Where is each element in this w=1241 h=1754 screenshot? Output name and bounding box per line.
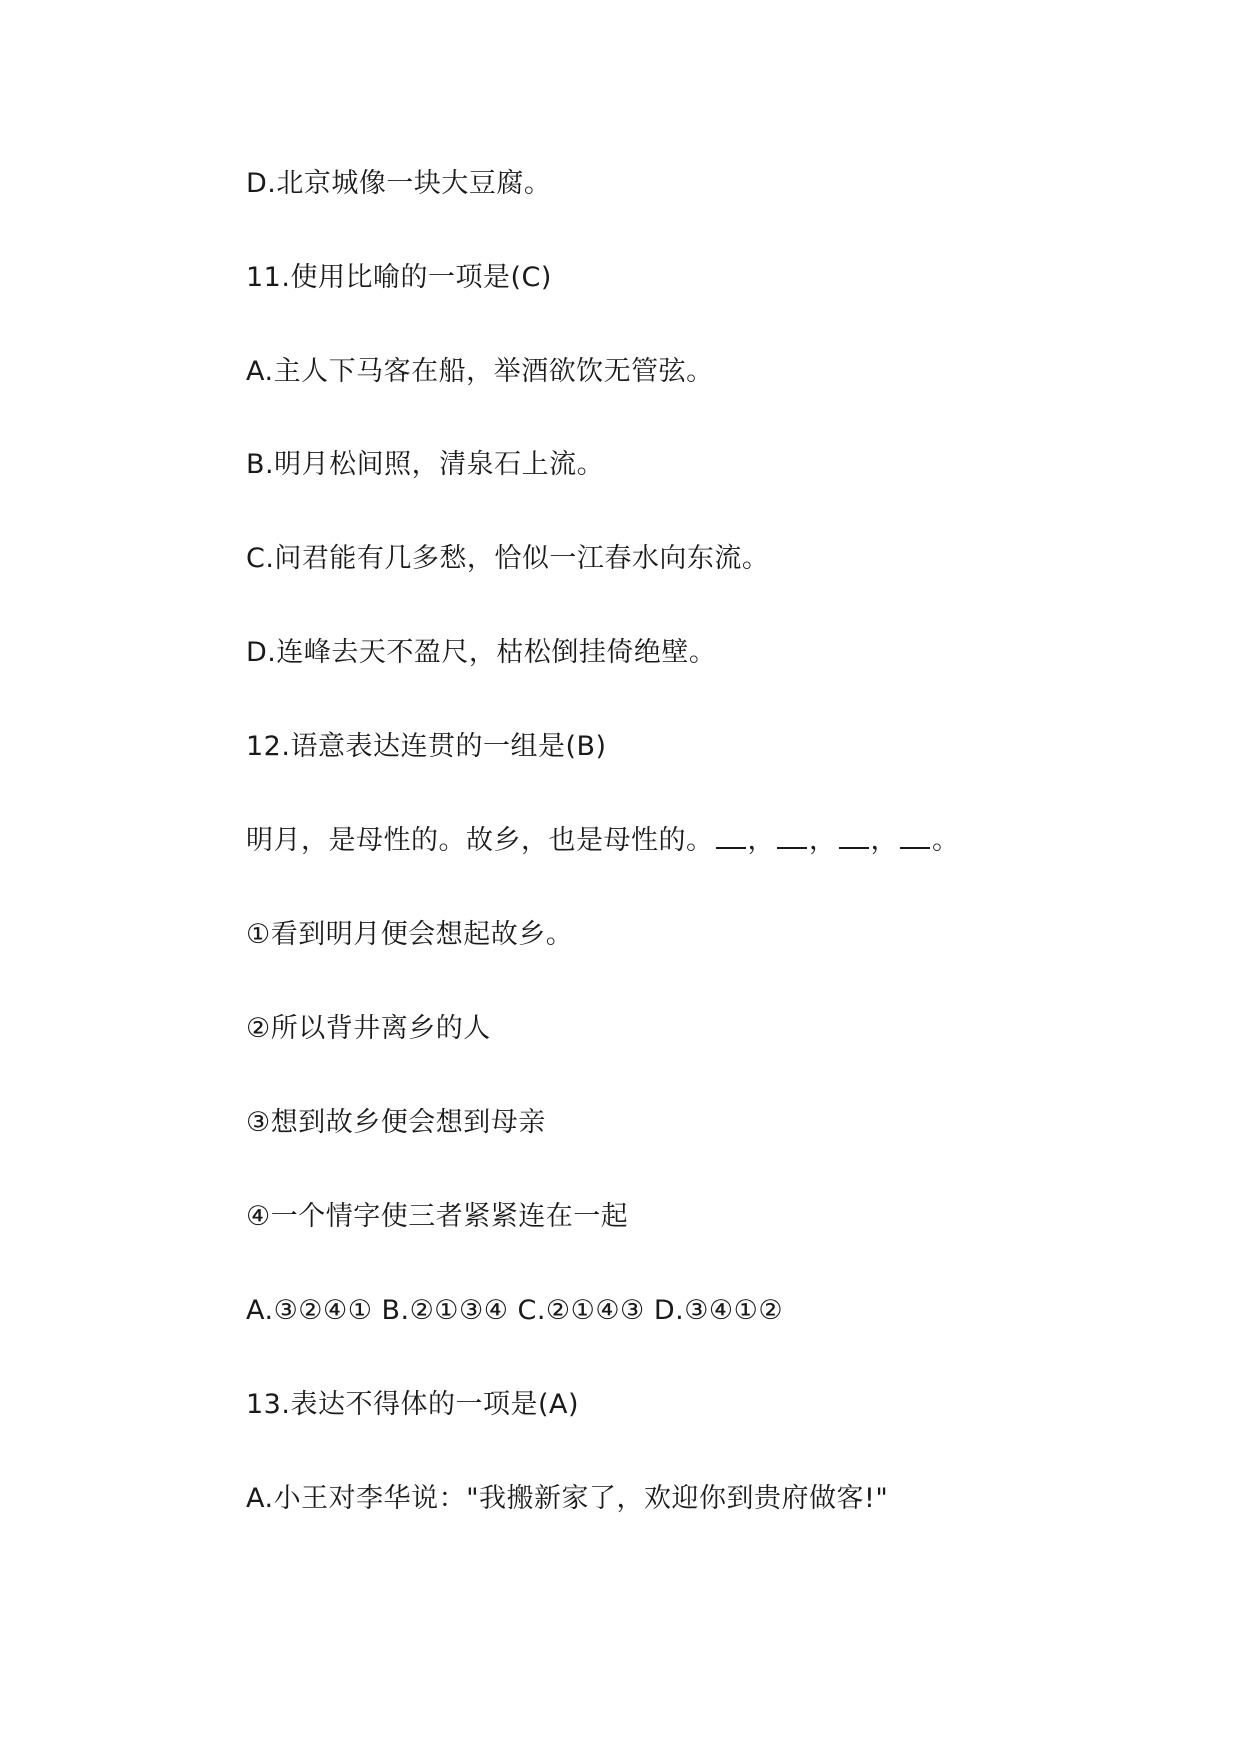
fill-blank-end: 。 [932, 825, 960, 856]
fill-blank-text: 明月，是母性的。故乡，也是母性的。 [246, 825, 714, 856]
option-c-q11: C.问君能有几多愁，恰似一江春水向东流。 [246, 543, 770, 574]
option-d-q11: D.连峰去天不盈尺，枯松倒挂倚绝壁。 [246, 637, 717, 668]
question-11: 11.使用比喻的一项是(C) [246, 262, 552, 293]
sentence-1: ①看到明月便会想起故乡。 [246, 919, 574, 950]
sentence-3: ③想到故乡便会想到母亲 [246, 1107, 546, 1138]
blank-4 [900, 823, 930, 849]
option-a-q13: A.小王对李华说："我搬新家了，欢迎你到贵府做客!" [246, 1483, 889, 1514]
blank-separator: ， [809, 825, 837, 856]
fill-blank-sentence [246, 823, 960, 859]
question-12: 12.语意表达连贯的一组是(B) [246, 731, 607, 762]
sentence-2: ②所以背井离乡的人 [246, 1013, 491, 1044]
options-q12: A.③②④① B.②①③④ C.②①④③ D.③④①② [246, 1295, 784, 1326]
sentence-4: ④一个情字使三者紧紧连在一起 [246, 1201, 629, 1232]
option-a-q11: A.主人下马客在船，举酒欲饮无管弦。 [246, 356, 714, 387]
option-b-q11: B.明月松间照，清泉石上流。 [246, 449, 605, 480]
question-13: 13.表达不得体的一项是(A) [246, 1389, 579, 1420]
blank-separator: ， [870, 825, 898, 856]
blank-2 [777, 823, 807, 849]
blank-3 [839, 823, 869, 849]
blank-separator: ， [747, 825, 775, 856]
option-d-q10: D.北京城像一块大豆腐。 [246, 168, 552, 199]
blank-1 [716, 823, 746, 849]
